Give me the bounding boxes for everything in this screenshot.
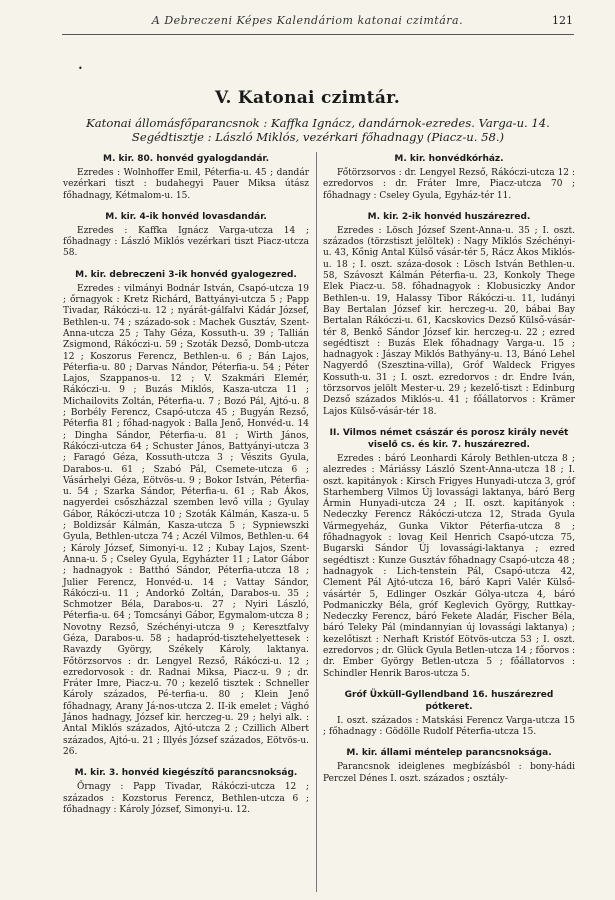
right-column [323, 153, 575, 785]
section-text: Ezredes : báró Leonhardi Károly Bethlen-utcza 8 ; alezredes : Máriássy László Szent-Anna-utcza 18 ; I. oszt. kapitányok : Kirsch Frigyes Hunyadi-utcza 3, gróf Starhemberg Vilmos Új lovassági laktanya, báró Berg Ármin Hunyadi-utcza 24 ; II. oszt. kapitányok : Nedeczky Ferencz Rákóczi-utcza 12, Strada Gyula Vármegyeház, Gunka Viktor Péterfia-utcza 8 ; főhadnagyok : lovag Keil Henrich Csapó-utcza 75, Bugarski Sándor Új lovassági-laktanya ; ezred segédtiszt : Kunze Gusztáv főhadnagy Csapó-utcza 48 ; hadnagyok : Lich-tenstein Pál, Csapó-utcza 42, Clement Pál Ajtó-utcza 16, báró Kapri Valér Külső-vásártér 5, Edlinger Oszkár Gólya-utcza 4, báró Podmaniczky Béla, gróf Keglevich György, Ruttkay-Nedeczky Ferencz, báró Fekete Aladár, Fischer Béla, báró Teleky Pál (mindannyian új lovassági laktanya) ; kezelőtiszt : Nerhaft Kristóf Eötvös-utcza 53 ; I. oszt. ezredorvos ; dr. Glück Gyula Betlen-utcza 14 ; főorvos : dr. Ember György Betlen-utcza 5 ; főállatorvos : Schindler Henrik Baros-utcza 5. [323, 453, 575, 679]
intro-line-1: Katonai állomásfőparancsnok : Kaffka Ignácz, dandárnok-ezredes. Varga-u. 14. [86, 116, 550, 130]
running-header [0, 14, 615, 34]
section-text: I. oszt. százados : Matskási Ferencz Varga-utcza 15 ; főhadnagy : Gödölle Rudolf Péterfia-utcza 15. [323, 715, 575, 738]
section-heading: Gróf Üxküll-Gyllendband 16. huszárezred pótkeret. [344, 689, 554, 712]
section-text: Parancsnok ideiglenes megbízásból : bony-hádi Perczel Dénes I. oszt. százados ; osztály- [323, 762, 575, 784]
page-number: 121 [552, 14, 573, 27]
left-column [63, 153, 309, 816]
section-heading: II. Vilmos német császár és porosz király nevét viselő cs. és kir. 7. huszárezred. [329, 427, 569, 450]
column-divider [316, 152, 317, 892]
section-text: Főtörzsorvos : dr. Lengyel Rezső, Rákóczi-utcza 12 : ezredorvos : dr. Fráter Imre, Piacz-utcza 70 ; főhadnagy : Cseley Gyula, Egyház-tér 11. [323, 168, 575, 201]
chapter-title: V. Katonai czimtár. [214, 88, 401, 108]
intro-line-2: Segédtisztje : László Miklós, vezérkari főhadnagy (Piacz-u. 58.) [131, 130, 505, 144]
section-text: Ezredes : Kaffka Ignácz Varga-utcza 14 ; főhadnagy : László Miklós vezérkari tiszt Piacz-utcza 58. [63, 225, 309, 259]
section-heading: M. kir. 80. honvéd gyalogdandár. [102, 154, 269, 164]
section-heading: M. kir. 4-ik honvéd lovasdandár. [105, 211, 267, 222]
section-heading: M. kir. debreczeni 3-ik honvéd gyalogezred. [75, 269, 297, 280]
section-text: Őrnagy : Papp Tivadar, Rákóczi-utcza 12 ; százados : Kozstorus Ferencz, Bethlen-utcza 6 ; főhadnagy : Károly József, Simonyi-u. 12. [63, 782, 309, 815]
section-text: Ezredes : vilmányi Bodnár István, Csapó-utcza 19 ; őrnagyok : Kretz Richárd, Battyányi-utcza 5 ; Papp Tivadar, Rákóczi-u. 12 ; nyárát-gálfalvi Kádár József, Bethlen-u. 74 ; százado-sok : Machek Gusztáv, Szent-Anna-utcza 25 ; Tahy Géza, Kossuth-u. 39 ; Tallián Zsigmond, Rákóczi-u. 59 ; Szoták Dezső, Domb-utcza 12 ; Koszorus Ferencz, Bethlen-u. 6 ; Bán Lajos, Péterfia-u. 80 ; Darvas Nándor, Péterfia-u. 54 ; Péter Lajos, Szappanos-u. 12 ; V. Szakmári Elemér, Rákóczi-u. 9 ; Buzás Miklós, Kasza-utcza 11 ; Michailovits Zoltán, Péterfia-u. 7 ; Bozó Pál, Ajtó-u. 8 ; Borbély Ferencz, Csapó-utcza 45 ; Bugyán Rezső, Péterfia 81 ; főhad-nagyok : Balla Jenő, Honvéd-u. 14 ; Dingha Sándor, Péterfia-u. 81 ; Wirth János, Rákóczi-utcza 64 ; Schuster János, Battyányi-utcza 3 ; Faragó Géza, Kossuth-utcza 3 ; Vészits Gyula, Darabos-u. 61 ; Szabó Pál, Csemete-utcza 6 ; Vásárhelyi Géza, Eötvös-u. 9 ; Bokor István, Péterfia-u. 54 ; Szarka Sándor, Péterfia-u. 61 ; Rab Ákos, nagyerdei csőszházzal szemben levő villa ; Gyulay Gábor, Rákóczi-utcza 10 ; Szoták Kálmán, Kasza-u. 5 ; Boldizsár Kálmán, Kasza-utcza 5 ; Sypniewszki Gyula, Bethlen-utcza 74 ; Aczél Vilmos, Bethlen-u. 64 ; Károly József, Simonyi-u. 12 ; Kubay Lajos, Szent-Anna-u. 5 ; Cseley Gyula, Egyházter 11 ; Lator Gábor ; hadnagyok : Batthó Sándor, Péterfia-utcza 18 ; Julier Ferencz, Honvéd-u. 14 ; Vattay Sándor, Rákóczi-u. 11 ; Andorkó Zoltán, Darabos-u. 35 ; Schmotzer Béla, Darabos-u. 27 ; Nyiri László, Péterfia-u. 64 ; Tomcsányi Gábor, Egymalom-utcza 8 ; Novotny Rezső, Széchényi-utcza 9 ; Keresztfalvy Géza, Darabos-u. 58 ; hadapród-tisztehelyettesek : Ravazdy György, Székely Károly, laktanya. Főtörzsorvos : dr. Lengyel Rezső, Rákóczi-u. 12 ; ezredorvosok : dr. Radnai Miksa, Piacz-u. 9 ; dr. Fráter Imre, Piacz-u. 70 ; kezelő tisztek : Schneller Károly százados, Pé-terfia-u. 80 ; Klein Jenő főhadnagy, Arany Já-nos-utcza 2. II-ik emelet ; Vághó János hadnagy, József kir. herczeg-u. 29 ; helyi alk. : Antal Miklós százados, Ajtó-utcza 2 ; Czillich Albert százados, Ajtó-u. 21 ; Illyés József százados, Eötvös-u. 26. [63, 283, 309, 757]
section-heading: M. kir. 3. honvéd kiegészítő parancsnokság. [74, 768, 298, 779]
section-heading: M. kir. honvédkórház. [394, 154, 504, 164]
section-heading: M. kir. állami méntelep parancsnoksága. [346, 748, 552, 759]
bullet-mark: • [78, 64, 83, 73]
section-text: Ezredes : Wolnhoffer Emil, Péterfia-u. 45 ; dandár vezérkari tiszt : budahegyi Pauer Miksa útász főhadnagy, Kétmalom-u. 15. [63, 168, 309, 201]
section-text: Ezredes : Lösch József Szent-Anna-u. 35 ; I. oszt. százados (törzstiszt jelöltek) : Nagy Miklós Széchényi-u. 43, Kőnig Antal Külső vásár-tér 5, Rácz Ákos Miklós-u. 18 ; I. oszt. száza-dosok : Lösch István Bethlen-u. 58, Szávoszt Kálmán Péterfia-u. 23, Konkoly Thege Elek Piacz-u. 58. főhadnagyok : Klobusiczky Andor Bethlen-u. 19, Halassy Tibor Rákóczi-u. 11, ludányi Bay Bertalan József kir. herczeg-u. 20, bábai Bay Bertalan Rákóczi-u. 61, Kacskovics Dezső Külső-vásár-tér 8, Benkő Sándor József kir. herczeg-u. 22 ; ezred segédtiszt : Buzás Elek főhadnagy Varga-u. 15 ; hadnagyok : Jászay Miklós Bathyány-u. 13, Bánó Lehel Nagyerdő (Szesztina-villa), Gróf Waldeck Frigyes Kossuth-u. 31 ; I. oszt. ezredorvos : dr. Endre Iván, törzsorvos jelölt Mester-u. 29 ; kezelő-tiszt : Edinburg Dezső százados Miklós-u. 41 ; főállatorvos : Krämer Lajos Külső-vásár-tér 18. [323, 225, 575, 417]
section-heading: M. kir. 2-ik honvéd huszárezred. [367, 211, 531, 222]
running-title: A Debreczeni Képes Kalendáriom katonai czimtára. [151, 14, 464, 27]
header-rule [62, 34, 574, 35]
